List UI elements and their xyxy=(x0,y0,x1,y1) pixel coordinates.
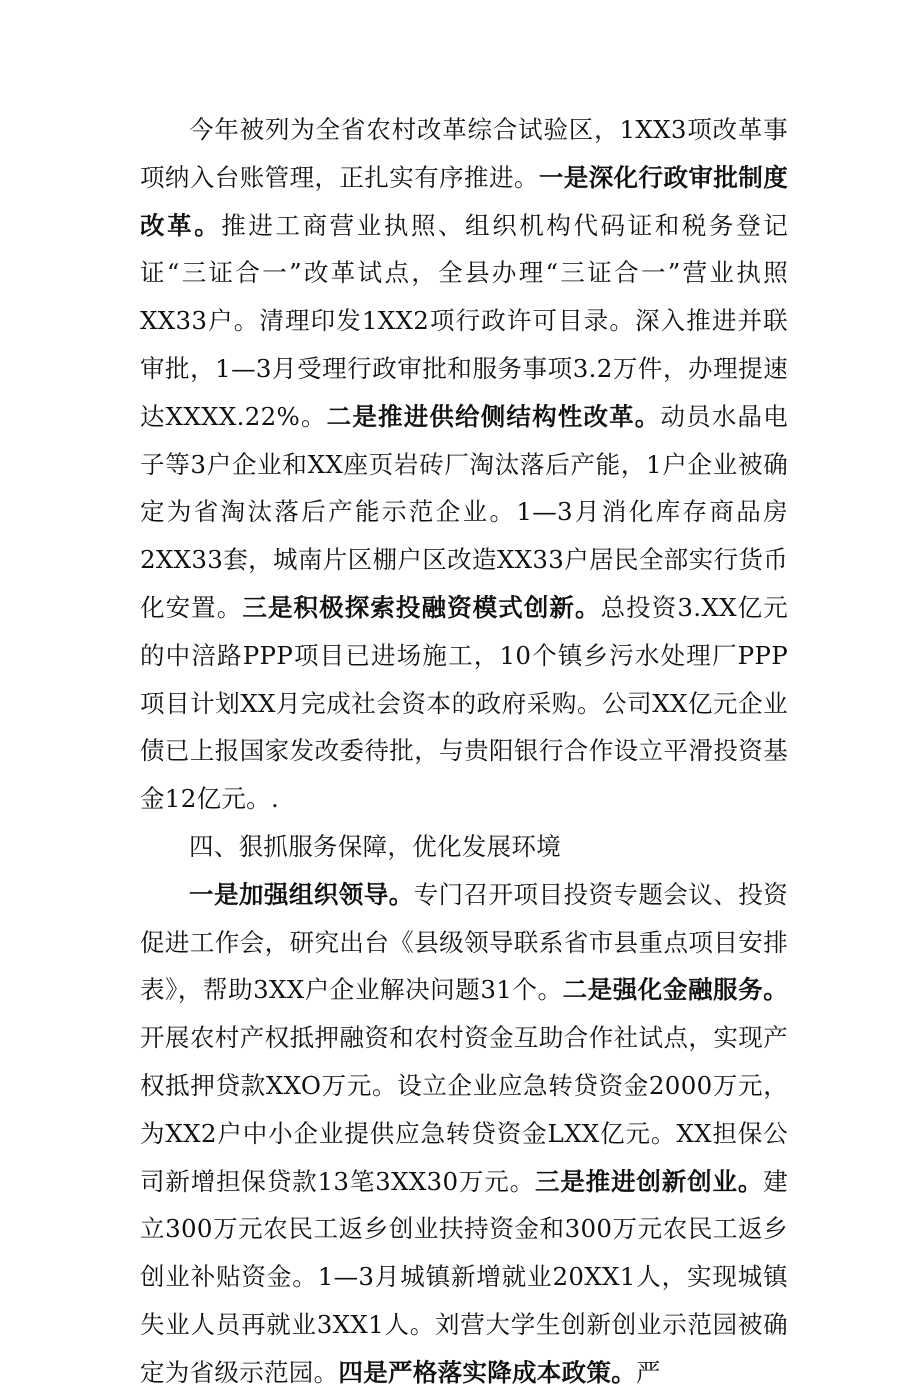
paragraph-text: 推进工商营业执照、组织机构代码证和税务登记证“三证合一”改革试点，全县办理“三证合一”营业执照XX33户。清理印发1XX2项行政许可目录。深入推进并联审批，1—3月受理行政审批和服务事项3.2万件，办理提速达XXXX.22%。 xyxy=(140,210,788,431)
bold-point-1: 一是加强组织领导。 xyxy=(189,879,414,909)
bold-point-3: 三是推进创新创业。 xyxy=(534,1166,764,1196)
bold-point-3: 三是积极探索投融资模式创新。 xyxy=(242,592,601,622)
paragraph-text: 总投资3.XX亿元的中涪路PPP项目已进场施工，10个镇乡污水处理厂PPP项目计划XX月完成社会资本的政府采购。公司XX亿元企业债已上报国家发改委待批，与贵阳银行合作设立平滑投资基金12亿元。. xyxy=(140,592,788,814)
bold-point-1: 一是深化行政审批制度改革。 xyxy=(140,162,788,240)
paragraph-text: 建立300万元农民工返乡创业扶持资金和300万元农民工返乡创业补贴资金。1—3月城镇新增就业20XX1人，实现城镇失业人员再就业3XX1人。刘营大学生创新创业示范园被确定为省级示范园。 xyxy=(140,1166,788,1387)
paragraph-reform xyxy=(140,106,788,823)
bold-point-4: 四是严格落实降成本政策。 xyxy=(338,1357,637,1387)
paragraph-text: 严 xyxy=(636,1357,661,1387)
paragraph-text: 动员水晶电子等3户企业和XX座页岩砖厂淘汰落后产能，1户企业被确定为省淘汰落后产能示范企业。1—3月消化库存商品房2XX33套，城南片区棚户区改造XX33户居民全部实行货币化安置。 xyxy=(140,401,789,622)
bold-point-2: 二是强化金融服务。 xyxy=(562,975,788,1005)
paragraph-text: 专门召开项目投资专题会议、投资促进工作会，研究出台《县级领导联系省市县重点项目安排表》，帮助3XX户企业解决问题31个。 xyxy=(140,879,788,1005)
section-heading: 四、狠抓服务保障，优化发展环境 xyxy=(189,831,561,861)
paragraph-service xyxy=(140,871,788,1397)
paragraph-text: 开展农村产权抵押融资和农村资金互助合作社试点，实现产权抵押贷款XXO万元。设立企业应急转贷资金2000万元，为XX2户中小企业提供应急转贷资金LXX亿元。XX担保公司新增担保贷款13笔3XX30万元。 xyxy=(140,1023,788,1196)
bold-point-2: 二是推进供给侧结构性改革。 xyxy=(326,401,661,431)
paragraph-text: 今年被列为全省农村改革综合试验区，1XX3项改革事项纳入台账管理，正扎实有序推进。 xyxy=(140,115,788,192)
document-page xyxy=(140,106,788,1397)
